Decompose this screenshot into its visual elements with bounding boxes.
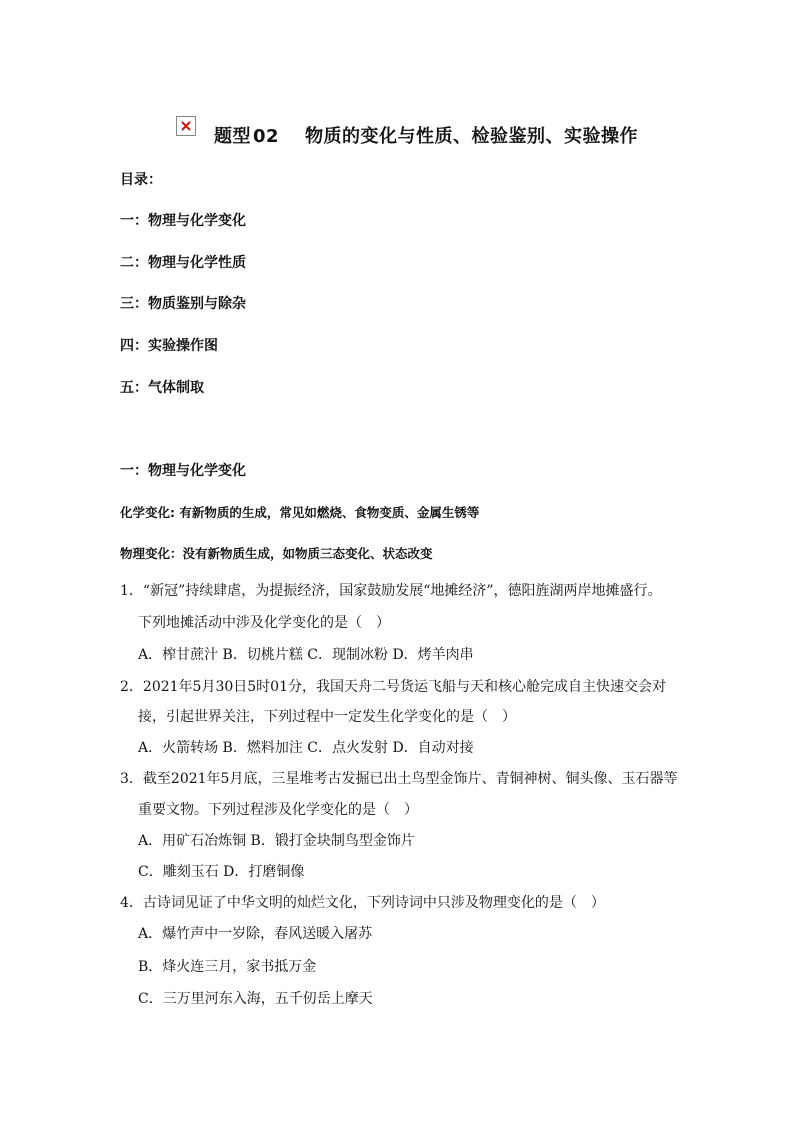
toc-item-2: 二：物理与化学性质 — [120, 255, 246, 271]
question-4-option-b: B．烽火连三月，家书抵万金 — [138, 959, 317, 975]
toc-item-5: 五：气体制取 — [120, 380, 204, 396]
question-1-stem: 1．“新冠”持续肆虐，为提振经济，国家鼓励发展“地摊经济”，德阳旌湖两岸地摊盛行。 — [120, 583, 662, 599]
broken-image-icon — [176, 116, 196, 136]
question-2-options: A．火箭转场 B．燃料加注 C．点火发射 D．自动对接 — [138, 740, 474, 756]
title-prefix: 题型 — [214, 126, 251, 147]
note-chemical-change: 化学变化: 有新物质的生成，常见如燃烧、食物变质、金属生锈等 — [120, 505, 480, 520]
question-2-stem-cont: 接，引起世界关注，下列过程中一定发生化学变化的是（ ） — [138, 709, 516, 725]
question-3-option-line-2: C．雕刻玉石 D．打磨铜像 — [138, 864, 305, 880]
question-1-stem-cont: 下列地摊活动中涉及化学变化的是（ ） — [138, 615, 390, 631]
page-title — [214, 122, 638, 148]
toc-label: 目录： — [120, 172, 162, 188]
toc-item-3: 三：物质鉴别与除杂 — [120, 296, 246, 312]
question-4-option-a: A．爆竹声中一岁除，春风送暖入屠苏 — [138, 926, 373, 942]
question-3-stem-cont: 重要文物。下列过程涉及化学变化的是（ ） — [138, 802, 418, 818]
title-text: 物质的变化与性质、检验鉴别、实验操作 — [305, 126, 639, 147]
question-2-stem: 2．2021年5月30日5时01分，我国天舟二号货运飞船与天和核心舱完成自主快速交会对 — [120, 679, 666, 695]
question-3-stem: 3．截至2021年5月底，三星堆考古发掘已出土鸟型金饰片、青铜神树、铜头像、玉石器等 — [120, 771, 678, 787]
section-heading: 一：物理与化学变化 — [120, 463, 246, 479]
question-4-option-c: C．三万里河东入海，五千仞岳上摩天 — [138, 991, 373, 1007]
question-3-option-line-1: A．用矿石冶炼铜 B．锻打金块制鸟型金饰片 — [138, 833, 415, 849]
toc-item-4: 四：实验操作图 — [120, 338, 218, 354]
toc-item-1: 一：物理与化学变化 — [120, 213, 246, 229]
title-number: 02 — [253, 126, 280, 147]
question-4-stem: 4．古诗词见证了中华文明的灿烂文化，下列诗词中只涉及物理变化的是（ ） — [120, 895, 605, 911]
title-row — [176, 110, 638, 150]
note-physical-change: 物理变化：没有新物质生成，如物质三态变化、状态改变 — [120, 546, 433, 561]
question-1-options: A．榨甘蔗汁 B．切桃片糕 C．现制冰粉 D．烤羊肉串 — [138, 647, 474, 663]
